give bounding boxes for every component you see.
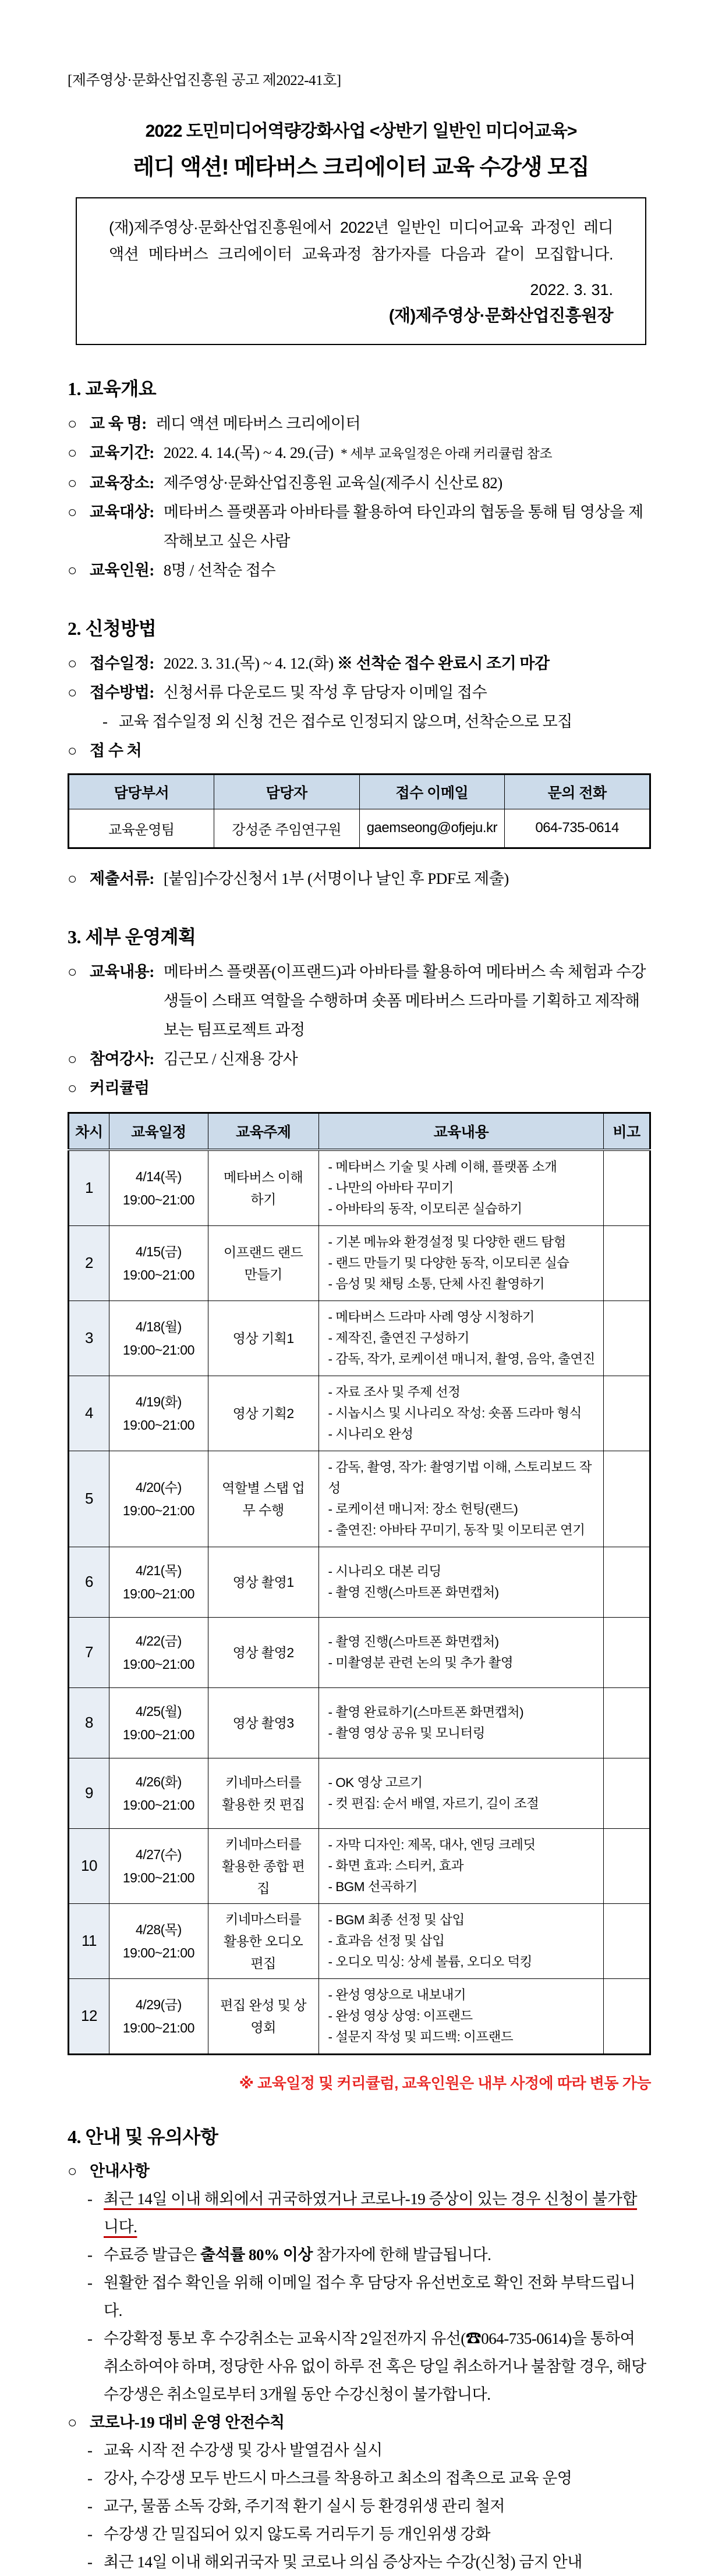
- item-value: 교육 시작 전 수강생 및 강사 발열검사 실시: [104, 2441, 383, 2459]
- cell-content: [318, 1301, 604, 1376]
- item-value: 최근 14일 이내 해외귀국자 및 코로나 의심 증상자는 수강(신청) 금지 안내: [104, 2553, 582, 2571]
- cell-schedule: [109, 1376, 208, 1451]
- section-notes-heading: 4. 안내 및 유의사항: [68, 2126, 218, 2147]
- cell-session-no: 8: [69, 1687, 109, 1758]
- item-label: 교육장소:: [90, 474, 154, 492]
- dash-marker: -: [102, 712, 108, 730]
- cell-topic: 메타버스 이해하기: [208, 1150, 318, 1226]
- cell-remark: [604, 1903, 650, 1978]
- cell-content: [318, 1150, 604, 1226]
- content-bullet: - 감독, 작가, 로케이션 매니저, 촬영, 음악, 출연진: [328, 1351, 595, 1366]
- session-date: 4/27(수): [135, 1846, 182, 1862]
- info-item-4: [68, 2325, 651, 2408]
- dash-marker: -: [87, 2245, 93, 2264]
- notes-info-label: [68, 2157, 651, 2185]
- curriculum-row: [69, 1547, 650, 1617]
- notice-number: [제주영상·문화산업진흥원 공고 제2022-41호]: [68, 73, 341, 88]
- cell-schedule: [109, 1547, 208, 1617]
- circle-marker: ○: [68, 962, 77, 980]
- info2-pre: 수료증 발급은: [104, 2245, 200, 2264]
- overview-item-name: [68, 409, 651, 438]
- circle-marker: ○: [68, 741, 77, 759]
- item-value: [104, 2241, 651, 2269]
- content-bullet: - BGM 최종 선정 및 삽입: [328, 1912, 465, 1927]
- contact-col-person: 담당자: [214, 774, 359, 809]
- contact-data-row: [69, 809, 650, 848]
- schedule-value: 2022. 3. 31.(목) ~ 4. 12.(화): [163, 654, 334, 672]
- overview-item-capacity: [68, 556, 651, 585]
- covid-item-5: [68, 2548, 651, 2576]
- cell-topic: 영상 기획1: [208, 1301, 318, 1376]
- intro-signer: (재)제주영상·문화산업진흥원장: [388, 306, 613, 325]
- item-value: 최근 14일 이내 해외에서 귀국하였거나 코로나-19 증상이 있는 경우 신청이 불가합니다.: [104, 2190, 638, 2236]
- contact-col-email: 접수 이메일: [359, 774, 505, 809]
- session-time: 19:00~21:00: [122, 2020, 194, 2035]
- session-time: 19:00~21:00: [122, 1797, 194, 1813]
- content-bullet: - 오디오 믹싱: 상세 볼륨, 오디오 덕킹: [328, 1954, 532, 1969]
- cell-remark: [604, 1150, 650, 1226]
- circle-marker: ○: [68, 683, 77, 701]
- content-bullet: - 시놉시스 및 시나리오 작성: 숏폼 드라마 형식: [328, 1405, 582, 1420]
- cell-remark: [604, 1828, 650, 1903]
- content-bullet: - 기본 메뉴와 환경설정 및 다양한 랜드 탐험: [328, 1234, 566, 1249]
- item-value: 8명 / 선착순 접수: [163, 561, 276, 579]
- contact-col-dept: 담당부서: [69, 774, 214, 809]
- curriculum-row: [69, 1376, 650, 1451]
- dash-marker: -: [87, 2553, 93, 2571]
- item-label: 제출서류:: [90, 869, 154, 887]
- item-value: 강사, 수강생 모두 반드시 마스크를 착용하고 최소의 접촉으로 교육 운영: [104, 2469, 572, 2487]
- cell-session-no: 11: [69, 1903, 109, 1978]
- cell-content: [318, 1617, 604, 1687]
- circle-marker: ○: [68, 2162, 77, 2180]
- col-content: 교육내용: [318, 1113, 604, 1150]
- intro-box: [76, 197, 646, 345]
- col-remark: 비고: [604, 1113, 650, 1150]
- apply-item-schedule: [68, 649, 651, 678]
- cell-remark: [604, 1758, 650, 1828]
- item-label: 안내사항: [90, 2162, 150, 2180]
- cell-remark: [604, 1451, 650, 1547]
- cell-content: [318, 1687, 604, 1758]
- cell-content: [318, 1758, 604, 1828]
- content-bullet: - 완성 영상으로 내보내기: [328, 1987, 466, 2002]
- item-value: 수강확정 통보 후 수강취소는 교육시작 2일전까지 유선(☎064-735-0614)을 통하여 취소하여야 하며, 정당한 사유 없이 하루 전 혹은 당일 취소하거나 불참할 경우, 해당 수강생은 취소일로부터 3개월 동안 수강신청이 불가합니다.: [104, 2329, 646, 2403]
- section-apply-heading: 2. 신청방법: [68, 617, 157, 639]
- item-value: 제주영상·문화산업진흥원 교육실(제주시 신산로 82): [163, 474, 502, 492]
- contact-phone: 064-735-0614: [505, 809, 650, 848]
- apply-item-method: [68, 678, 651, 707]
- cell-remark: [604, 1301, 650, 1376]
- item-value: [붙임]수강신청서 1부 (서명이나 날인 후 PDF로 제출): [163, 869, 509, 887]
- section-overview-heading: 1. 교육개요: [68, 378, 157, 399]
- content-bullet: - 미촬영분 관련 논의 및 추가 촬영: [328, 1655, 514, 1670]
- item-label: 교 육 명:: [90, 414, 147, 432]
- cell-session-no: 4: [69, 1376, 109, 1451]
- item-label: 교육인원:: [90, 561, 154, 579]
- section-plan: [0, 922, 722, 2093]
- item-value: [164, 649, 651, 678]
- curriculum-row: [69, 1617, 650, 1687]
- cell-topic: 키네마스터를 활용한 종합 편집: [208, 1828, 318, 1903]
- apply-method-subitem: [68, 707, 651, 736]
- item-value: 교구, 물품 소독 강화, 주기적 환기 실시 등 환경위생 관리 철저: [104, 2497, 505, 2515]
- cell-remark: [604, 1547, 650, 1617]
- content-bullet: - 랜드 만들기 및 다양한 동작, 이모티콘 실습: [328, 1255, 569, 1270]
- cell-schedule: [109, 1225, 208, 1301]
- session-time: 19:00~21:00: [122, 1502, 194, 1518]
- contact-table: [68, 773, 651, 849]
- dash-marker: -: [87, 2525, 93, 2543]
- col-topic: 교육주제: [208, 1113, 318, 1150]
- info2-post: 참가자에 한해 발급됩니다.: [312, 2245, 491, 2264]
- curriculum-row: [69, 1903, 650, 1978]
- content-bullet: - 설문지 작성 및 피드백: 이프랜드: [328, 2029, 514, 2044]
- dash-marker: -: [87, 2441, 93, 2459]
- cell-content: [318, 1376, 604, 1451]
- plan-item-content: [68, 957, 651, 1044]
- session-time: 19:00~21:00: [122, 1870, 194, 1885]
- section-apply: [0, 614, 722, 893]
- content-bullet: - BGM 선곡하기: [328, 1879, 417, 1894]
- cell-remark: [604, 1376, 650, 1451]
- item-value: 김근모 / 신재용 강사: [163, 1050, 298, 1068]
- intro-date: 2022. 3. 31.: [530, 280, 613, 299]
- circle-marker: ○: [68, 503, 77, 521]
- cell-content: [318, 1828, 604, 1903]
- item-value: 레디 액션 메타버스 크리에이터: [155, 414, 361, 432]
- content-bullet: - 출연진: 아바타 꾸미기, 동작 및 이모티콘 연기: [328, 1522, 585, 1537]
- session-time: 19:00~21:00: [122, 1586, 194, 1601]
- item-label: 접수방법:: [90, 683, 154, 701]
- content-bullet: - 시나리오 완성: [328, 1426, 413, 1441]
- cell-session-no: 6: [69, 1547, 109, 1617]
- content-bullet: - 자료 조사 및 주제 선정: [328, 1384, 461, 1399]
- cell-topic: 영상 촬영2: [208, 1617, 318, 1687]
- cell-remark: [604, 1687, 650, 1758]
- cell-topic: 키네마스터를 활용한 컷 편집: [208, 1758, 318, 1828]
- cell-content: [318, 1451, 604, 1547]
- session-time: 19:00~21:00: [122, 1726, 194, 1742]
- contact-header-row: [69, 774, 650, 809]
- section-notes: [0, 2122, 722, 2576]
- session-date: 4/25(월): [135, 1703, 182, 1719]
- cell-schedule: [109, 1828, 208, 1903]
- cell-content: [318, 1903, 604, 1978]
- item-label: 교육대상:: [90, 503, 154, 521]
- dash-marker: -: [87, 2497, 93, 2515]
- circle-marker: ○: [68, 869, 77, 887]
- circle-marker: ○: [68, 1050, 77, 1068]
- content-bullet: - 촬영 영상 공유 및 모니터링: [328, 1725, 485, 1740]
- info-item-2: [68, 2241, 651, 2269]
- covid-item-4: [68, 2520, 651, 2548]
- contact-col-phone: 문의 전화: [505, 774, 650, 809]
- curriculum-row: [69, 1451, 650, 1547]
- curriculum-change-note: ※ 교육일정 및 커리큘럼, 교육인원은 내부 사정에 따라 변동 가능: [239, 2074, 651, 2092]
- content-bullet: - 나만의 아바타 꾸미기: [328, 1180, 454, 1195]
- cell-schedule: [109, 1617, 208, 1687]
- content-bullet: - 시나리오 대본 리딩: [328, 1564, 441, 1579]
- cell-topic: 편집 완성 및 상영회: [208, 1978, 318, 2054]
- content-bullet: - 메타버스 드라마 사례 영상 시청하기: [328, 1309, 535, 1324]
- period-value: 2022. 4. 14.(목) ~ 4. 29.(금): [163, 443, 334, 461]
- cell-topic: 역할별 스탭 업무 수행: [208, 1451, 318, 1547]
- doc-title-line1: 2022 도민미디어역량강화사업 <상반기 일반인 미디어교육>: [145, 122, 577, 141]
- dash-marker: -: [87, 2273, 93, 2291]
- item-value: 원활한 접수 확인을 위해 이메일 접수 후 담당자 유선번호로 확인 전화 부탁드립니다.: [104, 2273, 635, 2319]
- content-bullet: - 효과음 선정 및 삽입: [328, 1933, 445, 1948]
- cell-topic: 키네마스터를 활용한 오디오 편집: [208, 1903, 318, 1978]
- curriculum-row: [69, 1150, 650, 1226]
- cell-schedule: [109, 1758, 208, 1828]
- overview-item-target: [68, 498, 651, 556]
- circle-marker: ○: [68, 414, 77, 432]
- circle-marker: ○: [68, 474, 77, 492]
- circle-marker: ○: [68, 561, 77, 579]
- content-bullet: - 완성 영상 상영: 이프랜드: [328, 2008, 473, 2023]
- plan-item-curriculum: [68, 1074, 651, 1103]
- content-bullet: - 아바타의 동작, 이모티콘 실습하기: [328, 1201, 522, 1216]
- cell-remark: [604, 1617, 650, 1687]
- content-bullet: - 자막 디자인: 제목, 대사, 엔딩 크레딧: [328, 1837, 536, 1852]
- session-time: 19:00~21:00: [122, 1192, 194, 1207]
- cell-schedule: [109, 1150, 208, 1226]
- content-bullet: - 화면 효과: 스티커, 효과: [328, 1858, 464, 1873]
- cell-schedule: [109, 1451, 208, 1547]
- session-date: 4/26(화): [135, 1774, 182, 1789]
- curriculum-row: [69, 1687, 650, 1758]
- circle-marker: ○: [68, 654, 77, 672]
- circle-marker: ○: [68, 1079, 77, 1097]
- notes-covid-label: [68, 2408, 651, 2436]
- content-bullet: - 음성 및 채팅 소통, 단체 사진 촬영하기: [328, 1276, 545, 1291]
- content-bullet: - 컷 편집: 순서 배열, 자르기, 길이 조절: [328, 1796, 539, 1811]
- dash-marker: -: [87, 2469, 93, 2487]
- covid-item-1: [68, 2436, 651, 2464]
- cell-schedule: [109, 1903, 208, 1978]
- schedule-note: ※ 선착순 접수 완료시 조기 마감: [337, 654, 550, 672]
- curriculum-table: [68, 1112, 651, 2055]
- plan-item-tutor: [68, 1044, 651, 1074]
- circle-marker: ○: [68, 443, 77, 461]
- item-label: 참여강사:: [90, 1050, 154, 1068]
- info-item-1: [68, 2185, 651, 2241]
- cell-session-no: 5: [69, 1451, 109, 1547]
- contact-dept: 교육운영팀: [69, 809, 214, 848]
- session-date: 4/28(목): [135, 1921, 182, 1937]
- item-value: 메타버스 플랫폼과 아바타를 활용하여 타인과의 협동을 통해 팀 영상을 제작해보고 싶은 사람: [163, 503, 643, 550]
- cell-session-no: 10: [69, 1828, 109, 1903]
- cell-session-no: 3: [69, 1301, 109, 1376]
- content-bullet: - 감독, 촬영, 작가: 촬영기법 이해, 스토리보드 작성: [328, 1459, 592, 1495]
- info-item-3: [68, 2269, 651, 2325]
- session-time: 19:00~21:00: [122, 1945, 194, 1960]
- overview-item-place: [68, 468, 651, 498]
- covid-item-3: [68, 2492, 651, 2520]
- item-label: 교육기간:: [90, 443, 154, 461]
- session-date: 4/21(목): [135, 1562, 182, 1578]
- content-bullet: - 로케이션 매니저: 장소 헌팅(랜드): [328, 1501, 518, 1516]
- cell-session-no: 2: [69, 1225, 109, 1301]
- cell-content: [318, 1978, 604, 2054]
- cell-schedule: [109, 1978, 208, 2054]
- content-bullet: - 제작진, 출연진 구성하기: [328, 1330, 469, 1345]
- section-overview: [0, 374, 722, 585]
- content-bullet: - 메타버스 기술 및 사례 이해, 플랫폼 소개: [328, 1159, 557, 1174]
- cell-remark: [604, 1225, 650, 1301]
- cell-session-no: 1: [69, 1150, 109, 1226]
- cell-topic: 영상 촬영1: [208, 1547, 318, 1617]
- curriculum-row: [69, 1978, 650, 2054]
- session-date: 4/22(금): [135, 1633, 182, 1648]
- cell-topic: 영상 기획2: [208, 1376, 318, 1451]
- intro-paragraph: (재)제주영상·문화산업진흥원에서 2022년 일반인 미디어교육 과정인 레디 액션 메타버스 크리에이터 교육과정 참가자를 다음과 같이 모집합니다.: [109, 219, 613, 263]
- item-value: 신청서류 다운로드 및 작성 후 담당자 이메일 접수: [163, 683, 487, 701]
- curriculum-row: [69, 1758, 650, 1828]
- cell-remark: [604, 1978, 650, 2054]
- circle-marker: ○: [68, 2413, 77, 2431]
- content-bullet: - 촬영 완료하기(스마트폰 화면캡처): [328, 1704, 524, 1719]
- session-time: 19:00~21:00: [122, 1342, 194, 1358]
- cell-schedule: [109, 1301, 208, 1376]
- item-label: 접 수 처: [90, 741, 142, 759]
- cell-session-no: 7: [69, 1617, 109, 1687]
- session-date: 4/19(화): [135, 1394, 182, 1409]
- content-bullet: - OK 영상 고르기: [328, 1775, 423, 1790]
- cell-content: [318, 1547, 604, 1617]
- item-label: 접수일정:: [90, 654, 154, 672]
- doc-title-line2: 레디 액션! 메타버스 크리에이터 교육 수강생 모집: [133, 155, 589, 180]
- item-value: 교육 접수일정 외 신청 건은 접수로 인정되지 않으며, 선착순으로 모집: [119, 712, 572, 730]
- col-schedule: 교육일정: [109, 1113, 208, 1150]
- curriculum-header-row: [69, 1113, 650, 1150]
- curriculum-row: [69, 1301, 650, 1376]
- item-value: 수강생 간 밀집되어 있지 않도록 거리두기 등 개인위생 강화: [104, 2525, 490, 2543]
- period-note: * 세부 교육일정은 아래 커리큘럼 참조: [341, 446, 553, 461]
- apply-item-docs: [68, 864, 651, 893]
- cell-schedule: [109, 1687, 208, 1758]
- session-date: 4/20(수): [135, 1479, 182, 1495]
- cell-topic: 이프랜드 랜드 만들기: [208, 1225, 318, 1301]
- contact-person: 강성준 주임연구원: [214, 809, 359, 848]
- dash-marker: -: [87, 2190, 93, 2208]
- item-value: [164, 438, 651, 468]
- session-date: 4/18(월): [135, 1319, 182, 1334]
- col-session: 차시: [69, 1113, 109, 1150]
- cell-session-no: 12: [69, 1978, 109, 2054]
- item-value: 메타버스 플랫폼(이프랜드)과 아바타를 활용하여 메타버스 속 체험과 수강생들이 스태프 역할을 수행하며 숏폼 메타버스 드라마를 기획하고 제작해보는 팀프로젝트 과정: [163, 962, 646, 1039]
- contact-email: gaemseong@ofjeju.kr: [359, 809, 505, 848]
- session-date: 4/29(금): [135, 1996, 182, 2012]
- item-label: 교육내용:: [90, 962, 154, 980]
- cell-session-no: 9: [69, 1758, 109, 1828]
- apply-item-office: [68, 736, 651, 765]
- info2-bold: 출석률 80% 이상: [200, 2245, 313, 2264]
- curriculum-row: [69, 1225, 650, 1301]
- content-bullet: - 촬영 진행(스마트폰 화면캡처): [328, 1634, 499, 1649]
- overview-item-period: [68, 438, 651, 468]
- item-label: 코로나-19 대비 운영 안전수칙: [90, 2413, 285, 2431]
- session-date: 4/14(목): [135, 1168, 182, 1184]
- session-time: 19:00~21:00: [122, 1267, 194, 1282]
- section-plan-heading: 3. 세부 운영계획: [68, 926, 196, 947]
- cell-topic: 영상 촬영3: [208, 1687, 318, 1758]
- covid-item-2: [68, 2464, 651, 2492]
- session-date: 4/15(금): [135, 1243, 182, 1259]
- session-time: 19:00~21:00: [122, 1656, 194, 1672]
- cell-content: [318, 1225, 604, 1301]
- dash-marker: -: [87, 2329, 93, 2347]
- content-bullet: - 촬영 진행(스마트폰 화면캡처): [328, 1584, 499, 1600]
- item-label: 커리큘럼: [90, 1079, 150, 1097]
- curriculum-row: [69, 1828, 650, 1903]
- session-time: 19:00~21:00: [122, 1417, 194, 1433]
